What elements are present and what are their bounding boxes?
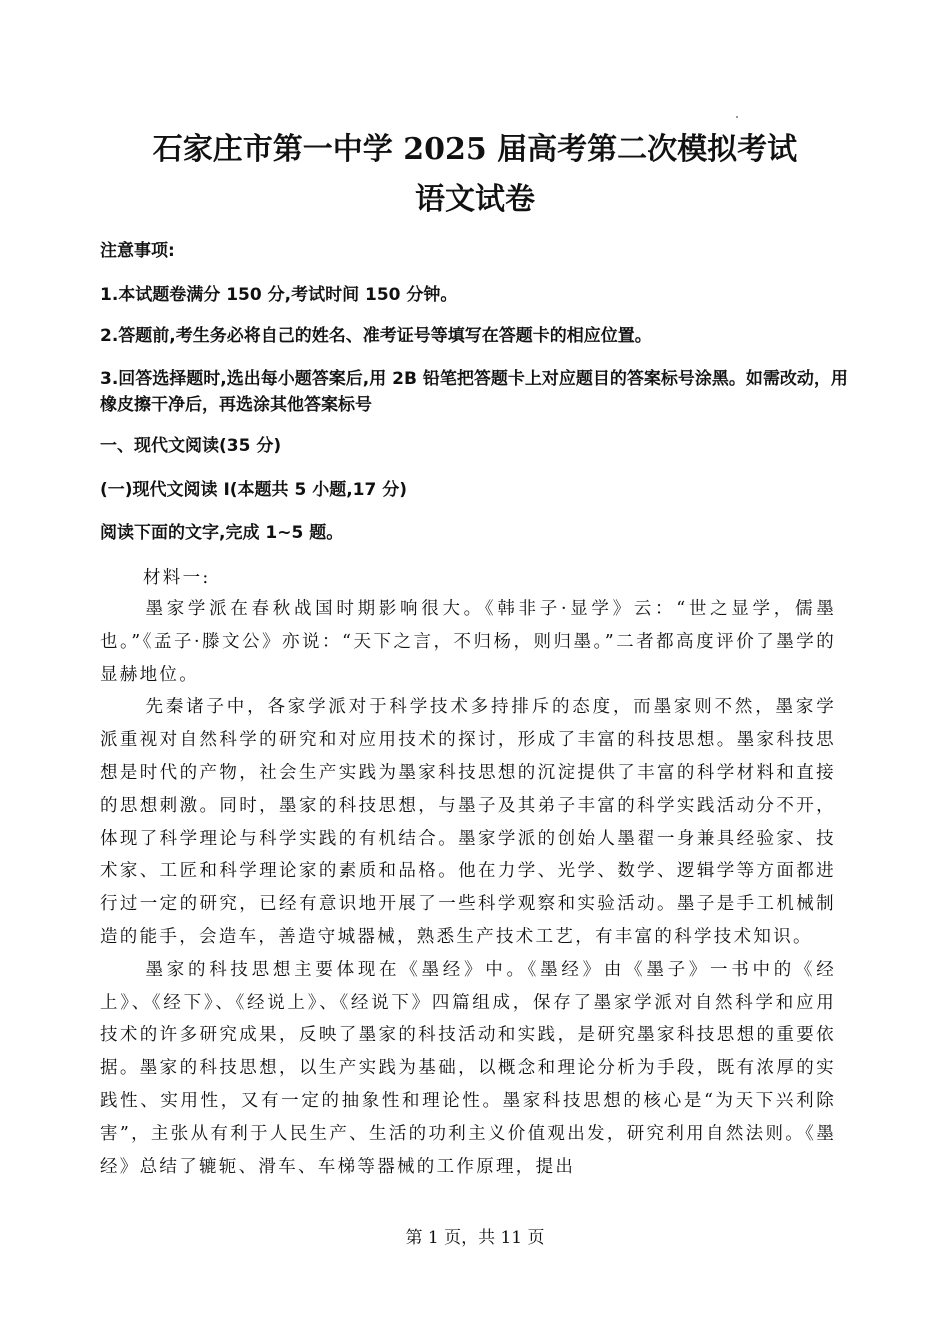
exam-title: 石家庄市第一中学 2025 届高考第二次模拟考试 bbox=[152, 132, 798, 167]
notice-item-2: 2.答题前,考生务必将自己的姓名、准考证号等填写在答题卡的相应位置。 bbox=[100, 326, 652, 346]
passage-paragraph-1: 墨家学派在春秋战国时期影响很大。《韩非子·显学》云：“世之显学，儒墨也。”《孟子·滕文公》亦说：“天下之言，不归杨，则归墨。”二者都高度评价了墨学的显赫地位。 bbox=[100, 599, 836, 685]
notice-item-3: 3.回答选择题时,选出每小题答案后,用 2B 铅笔把答题卡上对应题目的答案标号涂黑。如需改动，用橡皮擦干净后，再选涂其他答案标号 bbox=[100, 369, 848, 415]
passage-body bbox=[100, 593, 836, 1183]
passage-paragraph-2: 先秦诸子中，各家学派对于科学技术多持排斥的态度，而墨家则不然，墨家学派重视对自然科学的研究和对应用技术的探讨，形成了丰富的科技思想。墨家科技思想是时代的产物，社会生产实践为墨家科技思想的沉淀提供了丰富的科学材料和直接的思想刺激。同时，墨家的科技思想，与墨子及其弟子丰富的科学实践活动分不开，体现了科学理论与科学实践的有机结合。墨家学派的创始人墨翟一身兼具经验家、技术家、工匠和科学理论家的素质和品格。他在力学、光学、数学、逻辑学等方面都进行过一定的研究，已经有意识地开展了一些科学观察和实验活动。墨子是手工机械制造的能手，会造车，善造守城器械，熟悉生产技术工艺，有丰富的科学技术知识。 bbox=[100, 697, 836, 947]
notice-heading: 注意事项: bbox=[100, 241, 175, 261]
notice-item-1: 1.本试题卷满分 150 分,考试时间 150 分钟。 bbox=[100, 285, 458, 305]
scan-speck bbox=[736, 116, 738, 118]
passage-paragraph-3: 墨家的科技思想主要体现在《墨经》中。《墨经》由《墨子》一书中的《经上》、《经下》、《经说上》、《经说下》四篇组成，保存了墨家学派对自然科学和应用技术的许多研究成果，反映了墨家的科技活动和实践，是研究墨家科技思想的重要依据。墨家的科技思想，以生产实践为基础，以概念和理论分析为手段，既有浓厚的实践性、实用性，又有一定的抽象性和理论性。墨家科技思想的核心是“为天下兴利除害”，主张从有利于人民生产、生活的功利主义价值观出发，研究利用自然法则。《墨经》总结了辘轭、滑车、车梯等器械的工作原理，提出 bbox=[100, 959, 836, 1177]
reading-instruction: 阅读下面的文字,完成 1~5 题。 bbox=[100, 523, 344, 543]
exam-subtitle: 语文试卷 bbox=[415, 182, 535, 217]
material-label: 材料一: bbox=[143, 568, 211, 588]
section-subheading: (一)现代文阅读 I(本题共 5 小题,17 分) bbox=[100, 480, 408, 500]
section-heading: 一、现代文阅读(35 分) bbox=[100, 436, 282, 456]
page-number: 第 1 页，共 11 页 bbox=[405, 1228, 545, 1248]
